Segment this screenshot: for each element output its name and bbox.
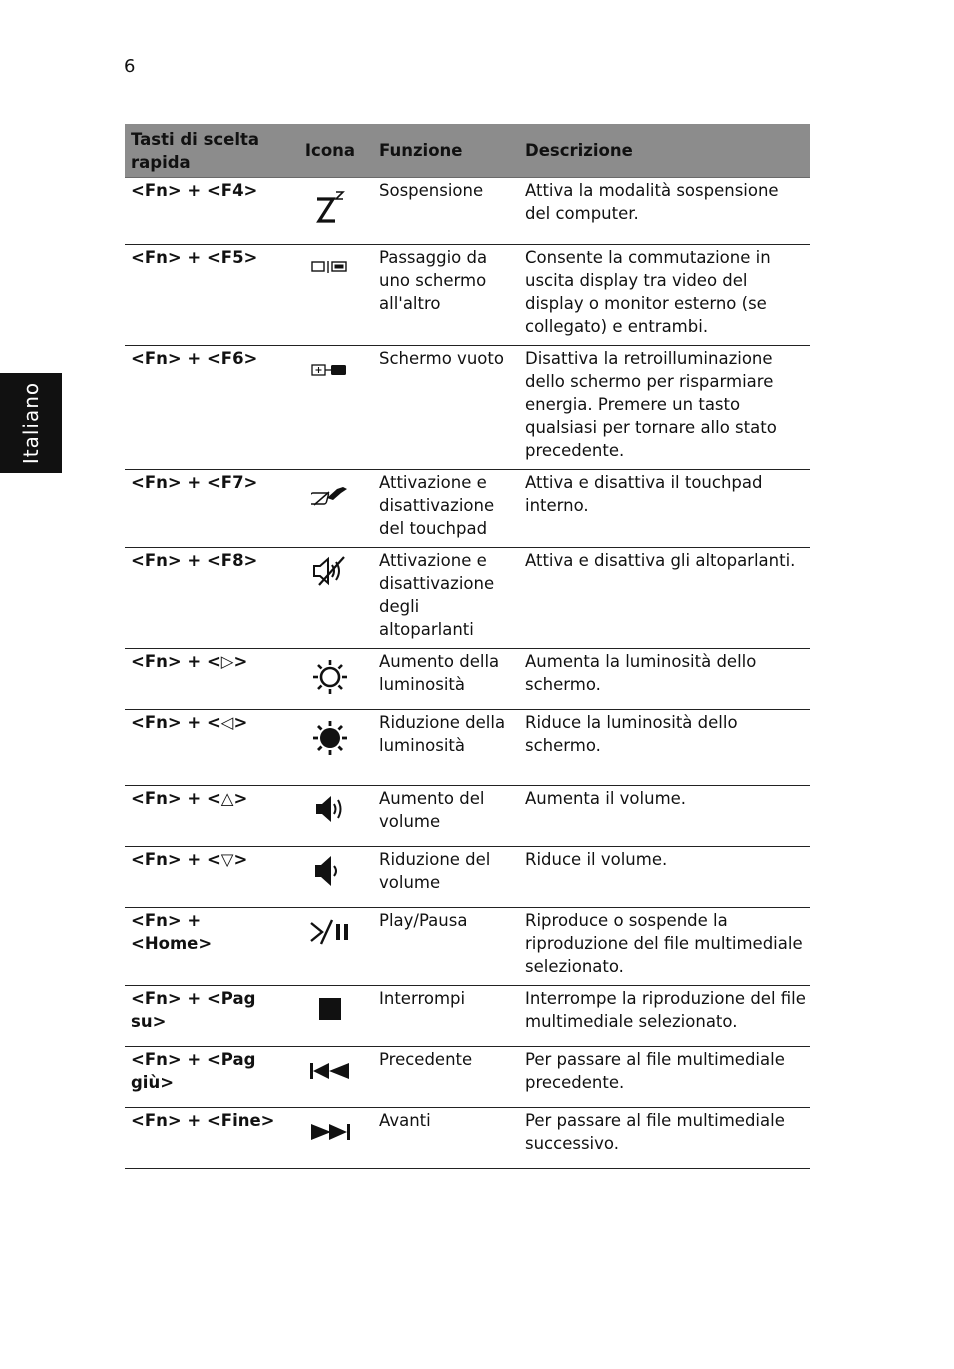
- header-icon: Icona: [287, 124, 373, 178]
- description-cell: Per passare al file multimediale precedente.: [519, 1047, 810, 1108]
- function-cell: Attivazione e disattivazione del touchpad: [373, 470, 519, 548]
- brightness-down-icon: [311, 719, 349, 757]
- hotkey-cell: <Fn> + <F6>: [125, 346, 287, 470]
- hotkey-cell: <Fn> + <▽>: [125, 847, 287, 908]
- hotkey-cell: <Fn> + <F4>: [125, 178, 287, 245]
- description-cell: Riduce la luminosità dello schermo.: [519, 710, 810, 786]
- volume-up-icon: [311, 793, 349, 825]
- speaker-mute-icon: [311, 555, 349, 587]
- description-cell: Aumenta la luminosità dello schermo.: [519, 649, 810, 710]
- display-toggle-icon: [311, 260, 349, 274]
- volume-down-icon: [311, 854, 349, 888]
- description-cell: Attiva e disattiva gli altoparlanti.: [519, 548, 810, 649]
- description-cell: Attiva e disattiva il touchpad interno.: [519, 470, 810, 548]
- table-row: [125, 986, 810, 1047]
- stop-icon: [318, 997, 342, 1021]
- table-row: [125, 908, 810, 986]
- function-cell: Passaggio da uno schermo all'altro: [373, 245, 519, 346]
- function-cell: Play/Pausa: [373, 908, 519, 986]
- hotkey-cell: <Fn> + <F5>: [125, 245, 287, 346]
- hotkey-cell: <Fn> + <△>: [125, 786, 287, 847]
- table-row: [125, 178, 810, 245]
- function-cell: Interrompi: [373, 986, 519, 1047]
- next-track-icon: [309, 1123, 351, 1141]
- table-row: [125, 786, 810, 847]
- function-cell: Aumento della luminosità: [373, 649, 519, 710]
- sleep-icon: [312, 189, 348, 225]
- function-cell: Schermo vuoto: [373, 346, 519, 470]
- hotkey-cell: <Fn> + <▷>: [125, 649, 287, 710]
- description-cell: Riproduce o sospende la riproduzione del file multimediale selezionato.: [519, 908, 810, 986]
- language-side-tab-label: Italiano: [19, 381, 43, 465]
- function-cell: Riduzione del volume: [373, 847, 519, 908]
- description-cell: Disattiva la retroilluminazione dello schermo per risparmiare energia. Premere un tasto qualsiasi per tornare allo stato precedente.: [519, 346, 810, 470]
- hotkey-cell: <Fn> + <◁>: [125, 710, 287, 786]
- previous-track-icon: [309, 1062, 351, 1080]
- description-cell: Riduce il volume.: [519, 847, 810, 908]
- screen-blank-icon: [311, 363, 349, 377]
- table-header-row: [125, 124, 810, 178]
- hotkey-table: [125, 124, 810, 1169]
- page-number: 6: [124, 56, 136, 77]
- description-cell: Per passare al file multimediale successivo.: [519, 1108, 810, 1169]
- function-cell: Riduzione della luminosità: [373, 710, 519, 786]
- hotkey-cell: <Fn> + <F8>: [125, 548, 287, 649]
- touchpad-toggle-icon: [311, 485, 349, 507]
- description-cell: Attiva la modalità sospensione del computer.: [519, 178, 810, 245]
- function-cell: Avanti: [373, 1108, 519, 1169]
- table-row: [125, 548, 810, 649]
- table-row: [125, 1047, 810, 1108]
- table-row: [125, 346, 810, 470]
- hotkey-cell: <Fn> + <Pag su>: [125, 986, 287, 1047]
- function-cell: Sospensione: [373, 178, 519, 245]
- description-cell: Consente la commutazione in uscita display tra video del display o monitor esterno (se collegato) e entrambi.: [519, 245, 810, 346]
- table-row: [125, 1108, 810, 1169]
- table-row: [125, 470, 810, 548]
- header-function: Funzione: [373, 124, 519, 178]
- language-side-tab: [0, 373, 62, 473]
- function-cell: Precedente: [373, 1047, 519, 1108]
- description-cell: Aumenta il volume.: [519, 786, 810, 847]
- header-description: Descrizione: [519, 124, 810, 178]
- play-pause-icon: [309, 919, 351, 945]
- table-row: [125, 245, 810, 346]
- function-cell: Aumento del volume: [373, 786, 519, 847]
- table-row: [125, 710, 810, 786]
- hotkey-cell: <Fn> + <F7>: [125, 470, 287, 548]
- brightness-up-icon: [311, 658, 349, 696]
- table-row: [125, 649, 810, 710]
- table-row: [125, 847, 810, 908]
- hotkey-cell: <Fn> + <Fine>: [125, 1108, 287, 1169]
- header-hotkey: Tasti di scelta rapida: [125, 124, 287, 178]
- hotkey-cell: <Fn> + <Pag giù>: [125, 1047, 287, 1108]
- hotkey-cell: <Fn> + <Home>: [125, 908, 287, 986]
- function-cell: Attivazione e disattivazione degli altoparlanti: [373, 548, 519, 649]
- description-cell: Interrompe la riproduzione del file multimediale selezionato.: [519, 986, 810, 1047]
